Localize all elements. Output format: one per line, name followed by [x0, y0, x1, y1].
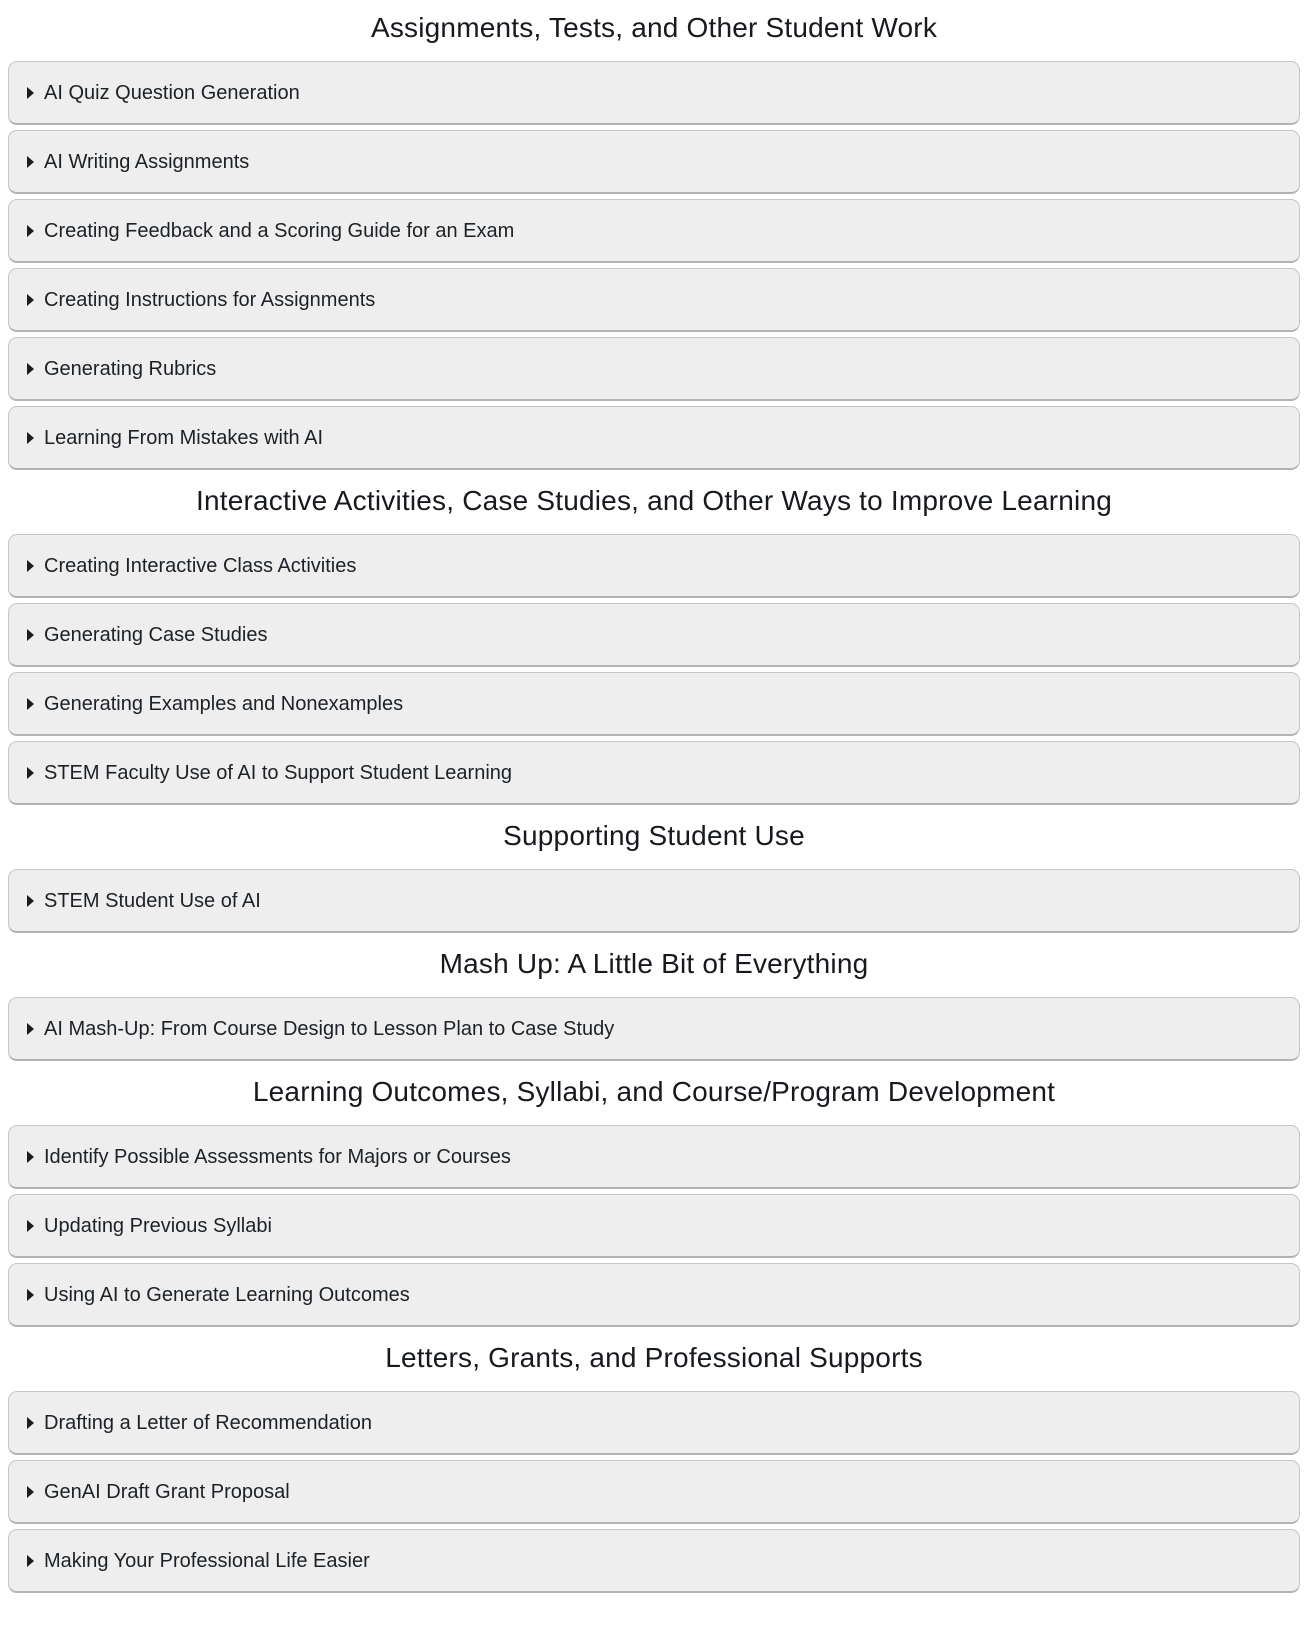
- accordion-toggle-label: AI Quiz Question Generation: [44, 81, 300, 104]
- accordion-toggle[interactable]: [8, 1263, 1300, 1327]
- section-heading: Assignments, Tests, and Other Student Work: [370, 12, 938, 43]
- accordion-toggle[interactable]: [8, 1194, 1300, 1258]
- triangle-right-icon: [27, 225, 34, 237]
- accordion-toggle-label: Using AI to Generate Learning Outcomes: [44, 1283, 410, 1306]
- triangle-right-icon: [27, 629, 34, 641]
- triangle-right-icon: [27, 294, 34, 306]
- accordion-toggle-label: AI Mash-Up: From Course Design to Lesson Plan to Case Study: [44, 1017, 615, 1040]
- accordion-toggle-label: Making Your Professional Life Easier: [44, 1549, 370, 1572]
- accordion-toggle-label: Identify Possible Assessments for Majors or Courses: [44, 1145, 511, 1168]
- section-heading: Supporting Student Use: [503, 820, 805, 851]
- accordion-toggle[interactable]: [8, 406, 1300, 470]
- triangle-right-icon: [27, 1023, 34, 1035]
- triangle-right-icon: [27, 1555, 34, 1567]
- triangle-right-icon: [27, 1486, 34, 1498]
- triangle-right-icon: [27, 1289, 34, 1301]
- triangle-right-icon: [27, 432, 34, 444]
- accordion-toggle[interactable]: [8, 268, 1300, 332]
- section-heading: Learning Outcomes, Syllabi, and Course/Program Development: [252, 1076, 1056, 1107]
- accordion-toggle[interactable]: [8, 534, 1300, 598]
- accordion-toggle[interactable]: [8, 130, 1300, 194]
- triangle-right-icon: [27, 560, 34, 572]
- accordion-toggle[interactable]: [8, 1529, 1300, 1593]
- section-heading: Letters, Grants, and Professional Supports: [385, 1342, 923, 1373]
- accordion-toggle[interactable]: [8, 741, 1300, 805]
- accordion-toggle-label: Creating Feedback and a Scoring Guide for an Exam: [44, 219, 515, 242]
- accordion-toggle-label: Learning From Mistakes with AI: [44, 426, 323, 449]
- accordion-toggle-label: Generating Case Studies: [44, 623, 268, 646]
- accordion-toggle-label: STEM Student Use of AI: [44, 889, 261, 912]
- accordion-toggle-label: Generating Examples and Nonexamples: [44, 692, 404, 715]
- accordion-toggle[interactable]: [8, 61, 1300, 125]
- accordion-toggle-label: Creating Instructions for Assignments: [44, 288, 376, 311]
- triangle-right-icon: [27, 1151, 34, 1163]
- triangle-right-icon: [27, 87, 34, 99]
- accordion-toggle[interactable]: [8, 869, 1300, 933]
- accordion-toggle-label: GenAI Draft Grant Proposal: [44, 1480, 290, 1503]
- accordion-toggle-label: Creating Interactive Class Activities: [44, 554, 357, 577]
- triangle-right-icon: [27, 363, 34, 375]
- triangle-right-icon: [27, 1417, 34, 1429]
- accordion-toggle-label: Generating Rubrics: [44, 357, 217, 380]
- triangle-right-icon: [27, 698, 34, 710]
- accordion-toggle[interactable]: [8, 199, 1300, 263]
- triangle-right-icon: [27, 767, 34, 779]
- triangle-right-icon: [27, 895, 34, 907]
- accordion-toggle[interactable]: [8, 337, 1300, 401]
- accordion-toggle[interactable]: [8, 997, 1300, 1061]
- accordion-toggle[interactable]: [8, 603, 1300, 667]
- section-heading: Interactive Activities, Case Studies, and Other Ways to Improve Learning: [195, 485, 1112, 516]
- triangle-right-icon: [27, 156, 34, 168]
- accordion-toggle[interactable]: [8, 1460, 1300, 1524]
- section-heading: Mash Up: A Little Bit of Everything: [439, 948, 869, 979]
- accordion-toggle[interactable]: [8, 1125, 1300, 1189]
- accordion-page: [0, 10, 1308, 1634]
- accordion-toggle-label: AI Writing Assignments: [44, 150, 250, 173]
- accordion-toggle[interactable]: [8, 1391, 1300, 1455]
- accordion-toggle[interactable]: [8, 672, 1300, 736]
- accordion-toggle-label: Drafting a Letter of Recommendation: [44, 1411, 372, 1434]
- accordion-toggle-label: Updating Previous Syllabi: [44, 1214, 272, 1237]
- accordion-toggle-label: STEM Faculty Use of AI to Support Student Learning: [44, 761, 513, 784]
- triangle-right-icon: [27, 1220, 34, 1232]
